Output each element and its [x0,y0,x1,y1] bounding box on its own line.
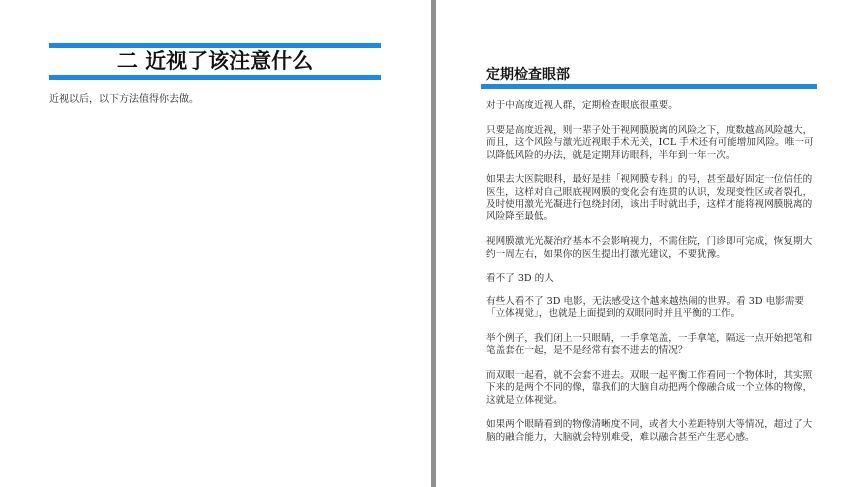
paragraph: 只要是高度近视，则一辈子处于视网膜脱离的风险之下，度数越高风险越大，而且，这个风险与激光近视眼手术无关，ICL 手术还有可能增加风险。唯一可以降低风险的办法，就是定期拜访眼科，半年到一年一次。 [486,124,814,161]
right-page-body [486,100,816,457]
chapter-title: 二 近视了该注意什么 [116,48,314,73]
left-page [0,0,431,487]
paragraph: 有些人看不了 3D 电影，无法感受这个越来越热闹的世界。看 3D 电影需要「立体视觉」，也就是上面提到的双眼同时并且平衡的工作。 [486,295,805,320]
section-title: 定期检查眼部 [486,67,570,83]
paragraph: 视网膜激光光凝治疗基本不会影响视力，不需住院，门诊即可完成，恢复期大约一周左右，如果你的医生提出打激光建议，不要犹豫。 [486,236,813,260]
subheading-3d: 看不了 3D 的人 [486,273,554,285]
paragraph: 举个例子，我们闭上一只眼睛，一手拿笔盖，一手拿笔，隔远一点开始把笔和笔盖套在一起，是不是经常有套不进去的情况？ [486,332,813,357]
section-title-rule [481,84,817,89]
chapter-intro: 近视以后，以下方法值得你去做。 [49,94,199,105]
paragraph: 如果两个眼睛看到的物像清晰度不同，或者大小差距特别大等情况，超过了大脑的融合能力，大脑就会特别难受，难以融合甚至产生恶心感。 [486,419,813,443]
paragraph: 如果去大医院眼科，最好是挂「视网膜专科」的号，甚至最好固定一位信任的医生，这样对自己眼底视网膜的变化会有连贯的认识，发现变性区或者裂孔，及时使用激光光凝进行包绕封闭，该出手时就出手，这样才能将视网膜脱离的风险降至最低。 [486,174,813,223]
chapter-title-bottom-rule [49,75,381,80]
paragraph: 对于中高度近视人群，定期检查眼底很重要。 [486,100,678,111]
paragraph: 而双眼一起看，就不会套不进去。双眼一起平衡工作看同一个物体时，其实照下来的是两个不同的像，靠我们的大脑自动把两个像融合成一个立体的物像，这就是立体视觉。 [486,369,813,406]
